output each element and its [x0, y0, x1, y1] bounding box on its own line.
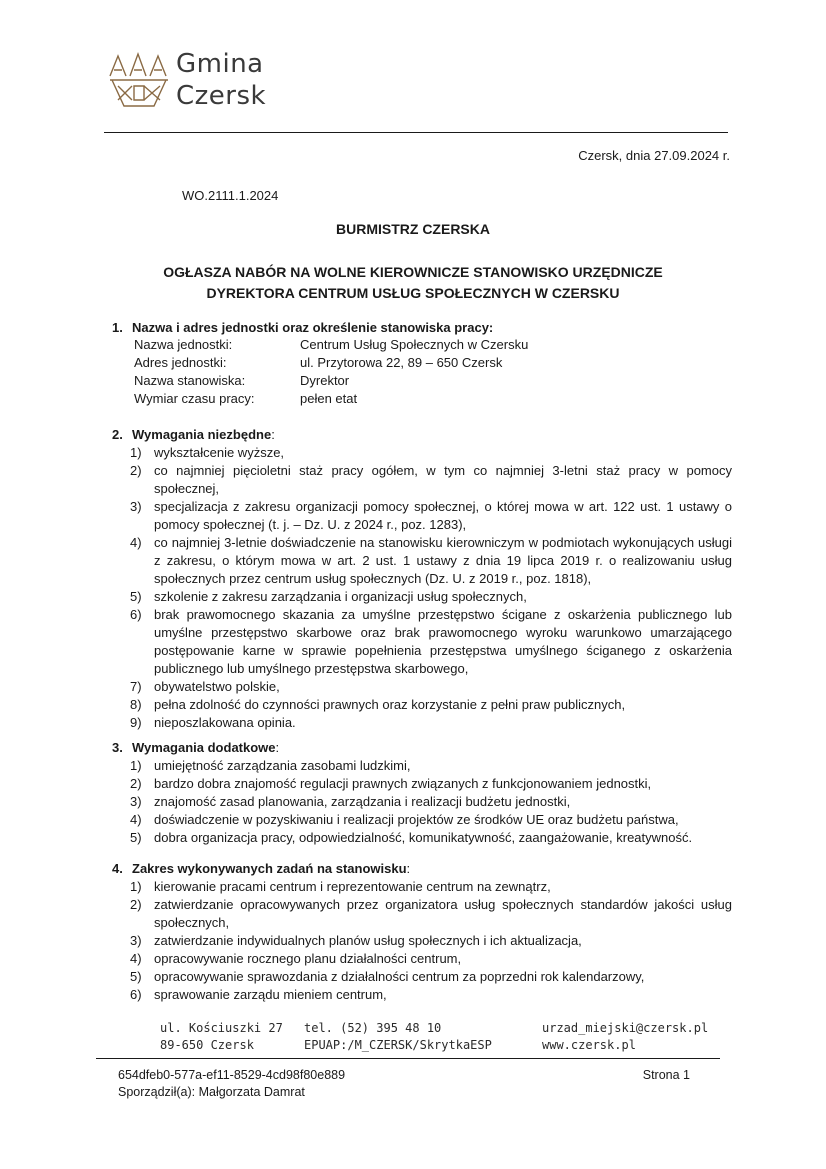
item-text: co najmniej 3-letnie doświadczenie na stanowisku kierowniczym w podmiotach wykonujących usługi z zakresu, o którym mowa w art. 2 ust. 1 ustawy z dnia 19 lipca 2019 r. o realizowaniu usług społecznych przez centrum usług społecznych (Dz. U. z 2019 r., poz. 1818), — [154, 535, 732, 586]
item-number: 5) — [130, 589, 142, 604]
info-value: ul. Przytorowa 22, 89 – 650 Czersk — [300, 355, 503, 370]
item-number: 4) — [130, 535, 142, 550]
document-id: 654dfeb0-577a-ef11-8529-4cd98f80e889 — [118, 1068, 346, 1082]
info-row — [134, 336, 528, 354]
list-item — [120, 444, 732, 462]
list-item — [120, 714, 732, 732]
list-item — [120, 950, 732, 968]
section-number: 1. — [112, 320, 123, 335]
list-item — [120, 793, 732, 811]
list-item — [120, 606, 732, 678]
list-item — [120, 534, 732, 588]
gmina-logo — [108, 48, 288, 114]
header-divider — [104, 132, 728, 133]
section-title: Wymagania niezbędne — [132, 427, 272, 442]
section-number: 3. — [112, 740, 123, 755]
email-address: urzad_miejski@czersk.pl — [542, 1021, 709, 1035]
item-text: szkolenie z zakresu zarządzania i organizacji usług społecznych, — [154, 589, 527, 604]
section-title-suffix: : — [406, 861, 411, 876]
list-item — [120, 986, 732, 1004]
item-text: specjalizacja z zakresu organizacji pomocy społecznej, o której mowa w art. 122 ust. 1 ustawy o pomocy społecznej (t. j. – Dz. U. z 2024 r., poz. 1283), — [154, 499, 732, 532]
phone-number: tel. (52) 395 48 10 — [304, 1021, 442, 1035]
item-text: co najmniej pięcioletni staż pracy ogółem, w tym co najmniej 3-letni staż pracy w pomocy społecznej, — [154, 463, 732, 496]
reference-number: WO.2111.1.2024 — [182, 188, 279, 203]
list-item — [120, 757, 732, 775]
page-number: Strona 1 — [642, 1068, 690, 1082]
announcement-title-line1: OGŁASZA NABÓR NA WOLNE KIEROWNICZE STANOWISKO URZĘDNICZE — [163, 264, 663, 280]
item-text: brak prawomocnego skazania za umyślne przestępstwo ścigane z oskarżenia publicznego lub umyślne przestępstwo skarbowe oraz brak prawomocnego wyroku warunkowo umarzającego postępowanie karne w sprawie popełnienia przestępstwa umyślnego ściganego z oskarżenia publicznego lub umyślnego przestępstwa skarbowego, — [154, 607, 732, 676]
list-item — [120, 588, 732, 606]
list-item — [120, 829, 732, 847]
brand-name-line1: Gmina — [176, 49, 264, 79]
footer-divider — [96, 1058, 720, 1059]
requirements-list — [120, 444, 732, 732]
item-text: opracowywanie rocznego planu działalności centrum, — [154, 951, 462, 966]
document-date: Czersk, dnia 27.09.2024 r. — [578, 148, 730, 163]
info-key: Wymiar czasu pracy: — [134, 391, 255, 406]
section-2-heading — [112, 427, 275, 442]
announcement-title-line2: DYREKTORA CENTRUM USŁUG SPOŁECZNYCH W CZERSKU — [206, 285, 620, 301]
item-number: 5) — [130, 830, 142, 845]
item-number: 1) — [130, 758, 142, 773]
website: www.czersk.pl — [542, 1038, 636, 1052]
item-number: 3) — [130, 933, 142, 948]
coat-of-arms-icon — [108, 50, 172, 116]
list-item — [120, 968, 732, 986]
item-number: 3) — [130, 794, 142, 809]
item-number: 6) — [130, 987, 142, 1002]
item-number: 9) — [130, 715, 142, 730]
section-title-suffix: : — [275, 740, 280, 755]
info-row — [134, 372, 349, 390]
footer-address — [160, 1020, 283, 1054]
section-4-heading — [112, 861, 410, 876]
duties-list — [120, 878, 732, 1004]
section-title: Zakres wykonywanych zadań na stanowisku — [132, 861, 407, 876]
item-number: 4) — [130, 812, 142, 827]
list-item — [120, 498, 732, 534]
list-item — [120, 878, 732, 896]
item-text: dobra organizacja pracy, odpowiedzialność, komunikatywność, zaangażowanie, kreatywność. — [154, 830, 693, 845]
section-title: Wymagania dodatkowe — [132, 740, 276, 755]
item-number: 2) — [130, 463, 142, 478]
item-text: umiejętność zarządzania zasobami ludzkimi, — [154, 758, 411, 773]
epuap-address: EPUAP:/M_CZERSK/SkrytkaESP — [304, 1038, 492, 1052]
list-item — [120, 932, 732, 950]
info-key: Nazwa stanowiska: — [134, 373, 246, 388]
item-text: bardzo dobra znajomość regulacji prawnych związanych z funkcjonowaniem jednostki, — [154, 776, 652, 791]
item-text: opracowywanie sprawozdania z działalności centrum za poprzedni rok kalendarzowy, — [154, 969, 645, 984]
info-value: Centrum Usług Społecznych w Czersku — [300, 337, 529, 352]
list-item — [120, 696, 732, 714]
section-number: 4. — [112, 861, 123, 876]
item-text: wykształcenie wyższe, — [154, 445, 285, 460]
item-number: 8) — [130, 697, 142, 712]
announcement-title — [0, 262, 826, 304]
section-1-heading — [112, 320, 493, 335]
item-number: 1) — [130, 445, 142, 460]
list-item — [120, 811, 732, 829]
list-item — [120, 462, 732, 498]
item-text: zatwierdzanie indywidualnych planów usług społecznych i ich aktualizacja, — [154, 933, 582, 948]
item-number: 6) — [130, 607, 142, 622]
section-3-heading — [112, 740, 279, 755]
item-text: obywatelstwo polskie, — [154, 679, 280, 694]
item-number: 3) — [130, 499, 142, 514]
item-number: 2) — [130, 897, 142, 912]
footer-email-web — [542, 1020, 708, 1054]
address-street: ul. Kościuszki 27 — [160, 1021, 283, 1035]
document-meta — [118, 1067, 345, 1101]
item-text: nieposzlakowana opinia. — [154, 715, 296, 730]
authority-heading: BURMISTRZ CZERSKA — [336, 221, 490, 237]
list-item — [120, 678, 732, 696]
item-text: kierowanie pracami centrum i reprezentowanie centrum na zewnątrz, — [154, 879, 551, 894]
item-number: 1) — [130, 879, 142, 894]
prepared-by: Sporządził(a): Małgorzata Damrat — [118, 1085, 305, 1099]
info-value: pełen etat — [300, 391, 358, 406]
address-city: 89-650 Czersk — [160, 1038, 254, 1052]
item-text: pełna zdolność do czynności prawnych oraz korzystanie z pełni praw publicznych, — [154, 697, 626, 712]
section-title: Nazwa i adres jednostki oraz określenie stanowiska pracy: — [132, 320, 494, 335]
item-text: sprawowanie zarządu mieniem centrum, — [154, 987, 387, 1002]
item-number: 4) — [130, 951, 142, 966]
additional-requirements-list — [120, 757, 732, 847]
info-value: Dyrektor — [300, 373, 350, 388]
info-row — [134, 354, 502, 372]
item-text: doświadczenie w pozyskiwaniu i realizacji projektów ze środków UE oraz budżetu państwa, — [154, 812, 679, 827]
section-title-suffix: : — [271, 427, 275, 442]
info-key: Nazwa jednostki: — [134, 337, 233, 352]
item-number: 5) — [130, 969, 142, 984]
section-number: 2. — [112, 427, 123, 442]
list-item — [120, 896, 732, 932]
info-key: Adres jednostki: — [134, 355, 227, 370]
item-number: 7) — [130, 679, 142, 694]
list-item — [120, 775, 732, 793]
brand-name-line2: Czersk — [176, 81, 267, 111]
info-row — [134, 390, 357, 408]
item-number: 2) — [130, 776, 142, 791]
footer-phone-epuap — [304, 1020, 492, 1054]
item-text: znajomość zasad planowania, zarządzania i realizacji budżetu jednostki, — [154, 794, 571, 809]
item-text: zatwierdzanie opracowywanych przez organizatora usług społecznych standardów jakości usług społecznych, — [154, 897, 732, 930]
